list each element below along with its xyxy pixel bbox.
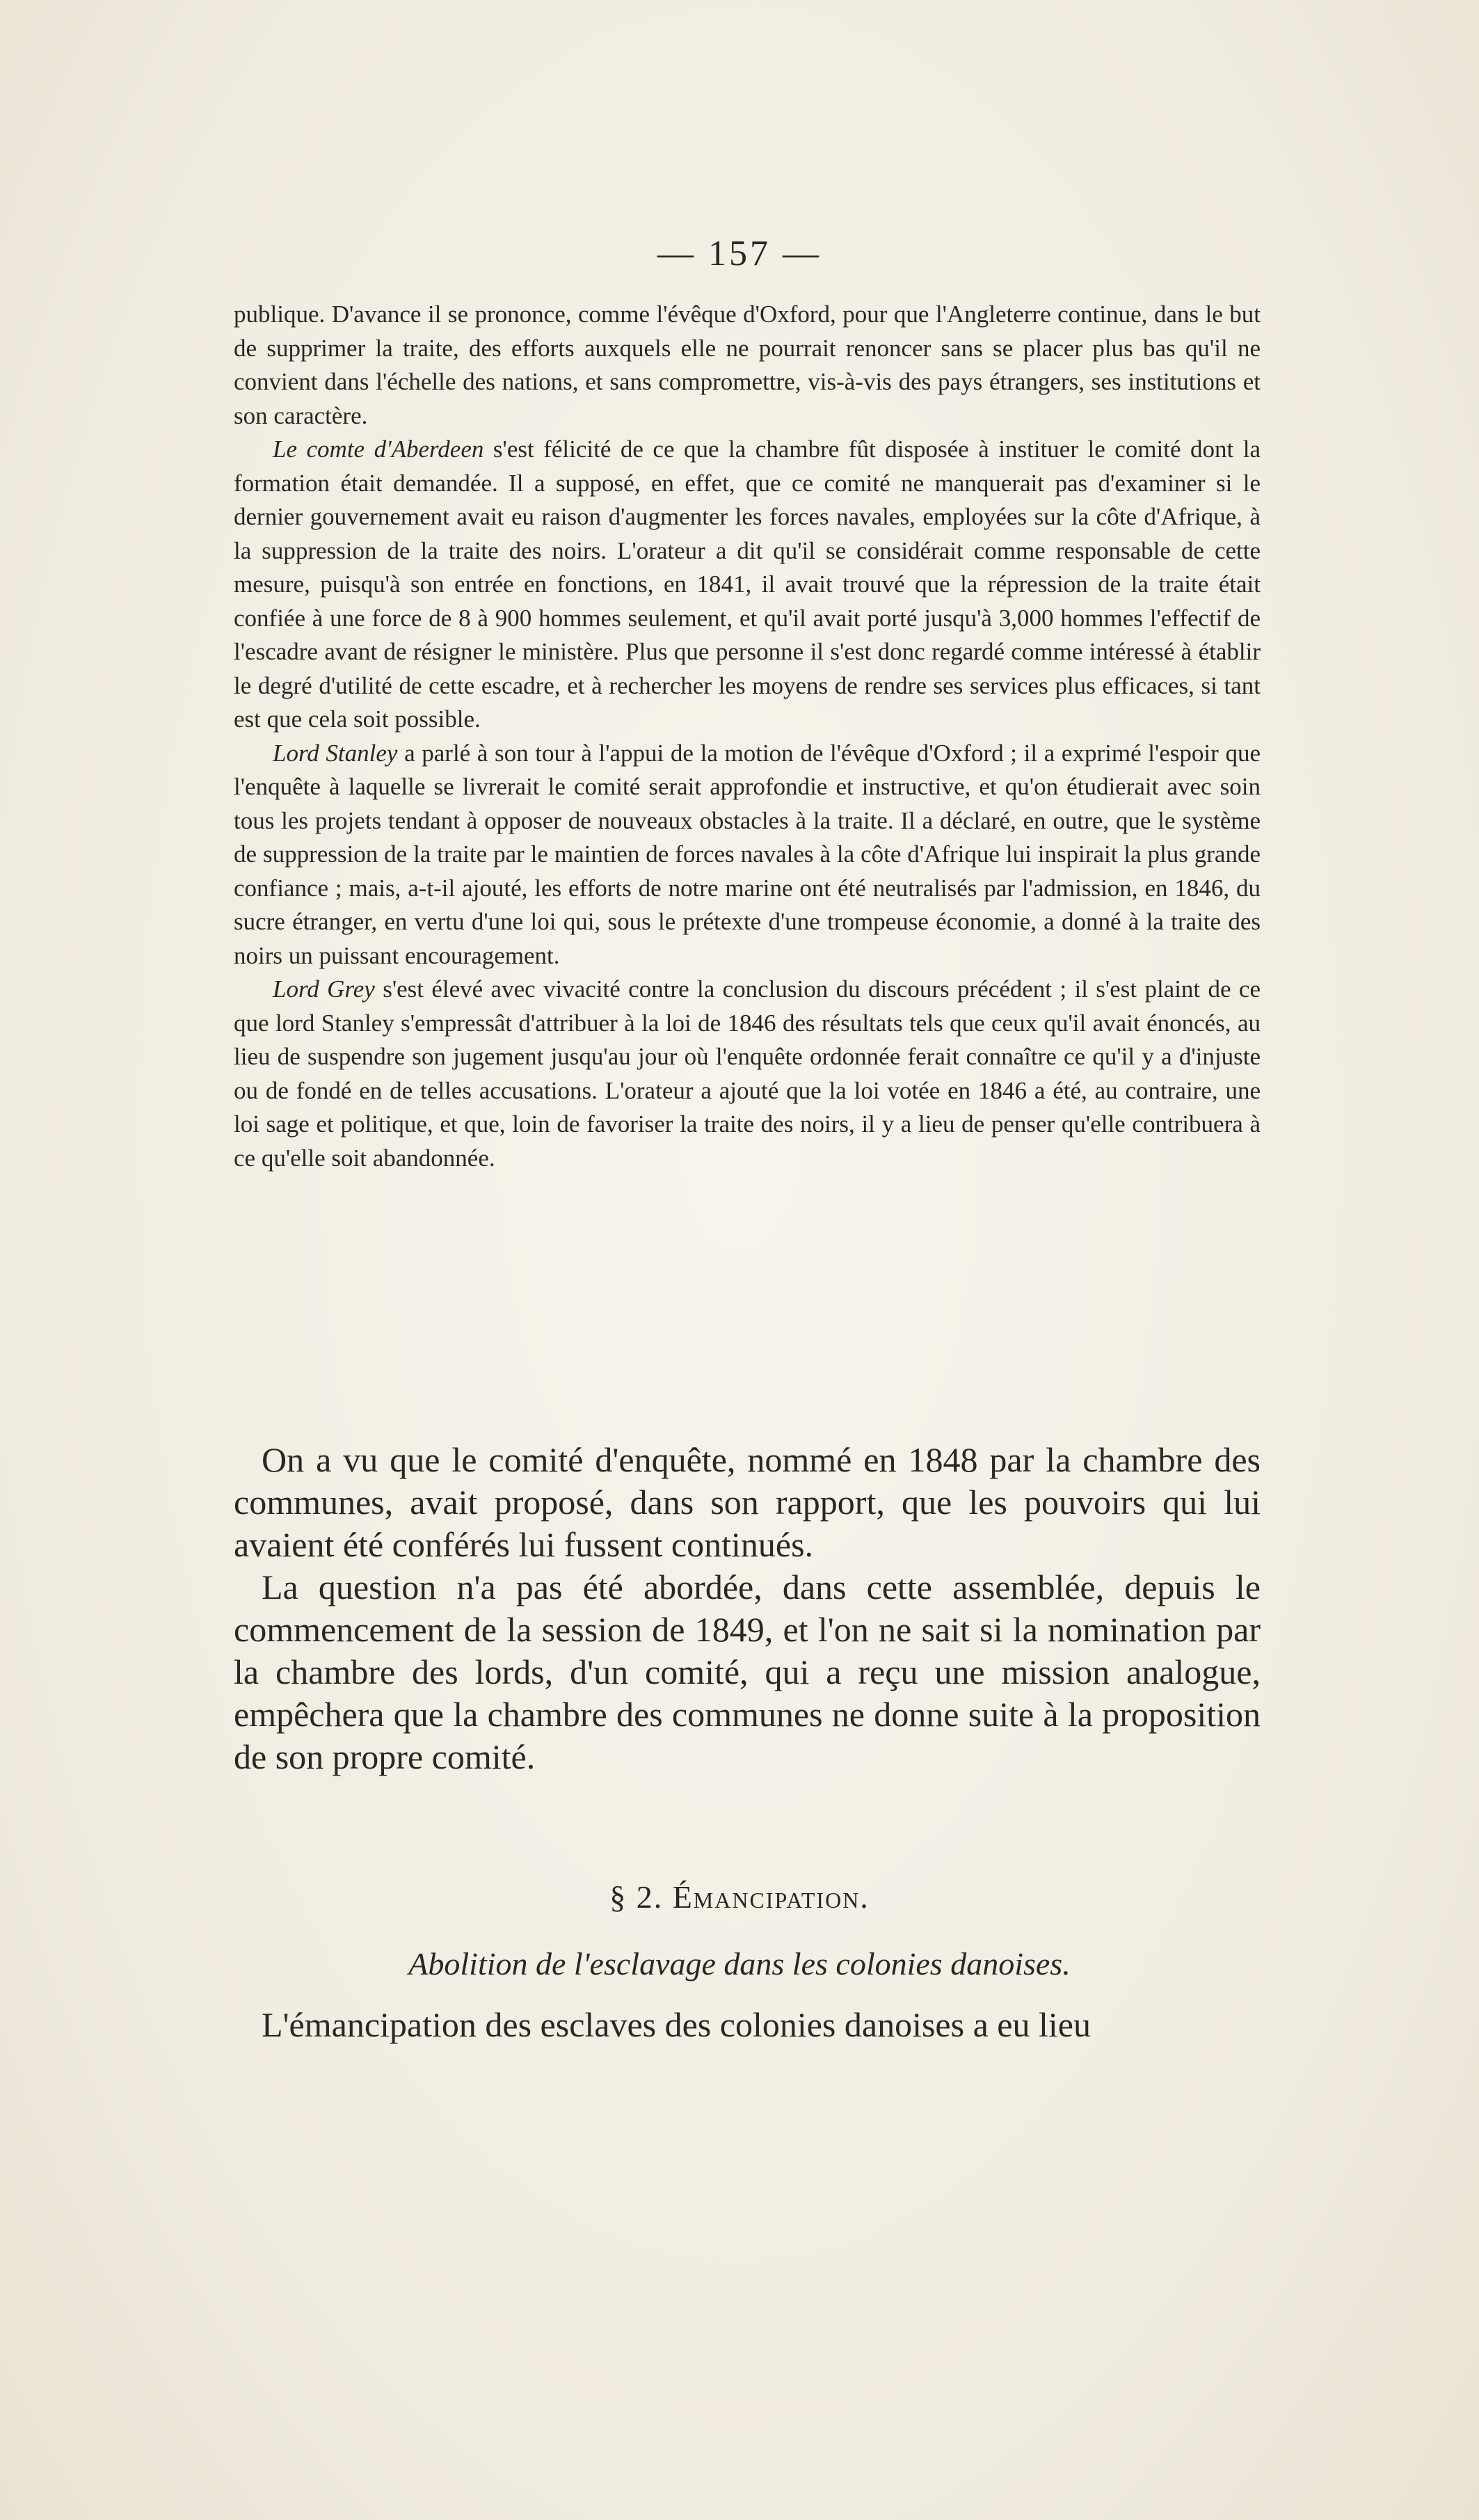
large-print-body bbox=[234, 1439, 1261, 1778]
paragraph-emancipation: L'émancipation des esclaves des colonies danoises a eu lieu bbox=[262, 2005, 1091, 2044]
paragraph-grey bbox=[234, 973, 1261, 1175]
page-number: — 157 — bbox=[657, 234, 822, 273]
paragraph-aberdeen bbox=[234, 433, 1261, 737]
speaker-grey: Lord Grey bbox=[273, 975, 375, 1003]
paragraph-stanley bbox=[234, 737, 1261, 973]
paragraph-aberdeen-text: s'est félicité de ce que la chambre fût disposée à instituer le comité dont la formation était demandée. Il a supposé, en effet, que ce comité ne manquerait pas d'examiner si le dernier gouvernement avait eu raison d'augmenter les forces navales, employées sur la côte d'Afrique, à la suppression de la traite des noirs. L'orateur a dit qu'il se considérait comme responsable de cette mesure, puisqu'à son entrée en fonctions, en 1841, il avait trouvé que la répression de la traite était confiée à une force de 8 à 900 hommes seulement, et qu'il avait porté jusqu'à 3,000 hommes l'effectif de l'escadre avant de résigner le ministère. Plus que personne il s'est donc regardé comme intéressé à établir le degré d'utilité de cette escadre, et à rechercher les moyens de rendre ses services plus efficaces, si tant est que cela soit possible. bbox=[234, 436, 1261, 733]
paragraph-grey-text: s'est élevé avec vivacité contre la conclusion du discours précédent ; il s'est plaint de ce que lord Stanley s'empressât d'attribuer à la loi de 1846 des résultats tels que ceux qu'il avait énoncés, au lieu de suspendre son jugement jusqu'au jour où l'enquête ordonnée ferait connaître ce qu'il y a d'injuste ou de fondé en de telles accusations. L'orateur a ajouté que la loi votée en 1846 a été, au contraire, une loi sage et politique, et que, loin de favoriser la traite des noirs, il y a lieu de penser qu'elle contribuera à ce qu'elle soit abandonnée. bbox=[234, 975, 1261, 1172]
section-heading bbox=[0, 1879, 1479, 1915]
section-number: § 2. bbox=[609, 1879, 664, 1915]
subheading: Abolition de l'esclavage dans les colonies danoises. bbox=[408, 1946, 1071, 1981]
speaker-aberdeen: Le comte d'Aberdeen bbox=[273, 436, 484, 463]
section-title: Émancipation. bbox=[672, 1879, 870, 1915]
paragraph-stanley-text: a parlé à son tour à l'appui de la motion de l'évêque d'Oxford ; il a exprimé l'espoir que l'enquête à laquelle se livrerait le comité serait approfondie et instructive, et qu'on étudierait avec soin tous les projets tendant à opposer de nouveaux obstacles à la traite. Il a déclaré, en outre, que le système de suppression de la traite par le maintien de forces navales à la côte d'Afrique lui inspirait la plus grande confiance ; mais, a-t-il ajouté, les efforts de notre marine ont été neutralisés par l'admission, en 1846, du sucre étranger, en vertu d'une loi qui, sous le prétexte d'une trompeuse économie, a donné à la traite des noirs un puissant encouragement. bbox=[234, 739, 1261, 969]
small-print-body bbox=[234, 298, 1261, 1175]
speaker-stanley: Lord Stanley bbox=[273, 739, 398, 767]
paragraph-question: La question n'a pas été abordée, dans cette assemblée, depuis le commencement de la session de 1849, et l'on ne sait si la nomination par la chambre des lords, d'un comité, qui a reçu une mission analogue, empêchera que la chambre des communes ne donne suite à la proposition de son propre comité. bbox=[234, 1568, 1261, 1776]
paragraph-comite: On a vu que le comité d'enquête, nommé en 1848 par la chambre des communes, avait proposé, dans son rapport, que les pouvoirs qui lui avaient été conférés lui fussent continués. bbox=[234, 1440, 1261, 1564]
paragraph-1: publique. D'avance il se prononce, comme l'évêque d'Oxford, pour que l'Angleterre continue, dans le but de supprimer la traite, des efforts auxquels elle ne pourrait renoncer sans se placer plus bas qu'il ne convient dans l'échelle des nations, et sans compromettre, vis-à-vis des pays étrangers, ses institutions et son caractère. bbox=[234, 301, 1261, 429]
